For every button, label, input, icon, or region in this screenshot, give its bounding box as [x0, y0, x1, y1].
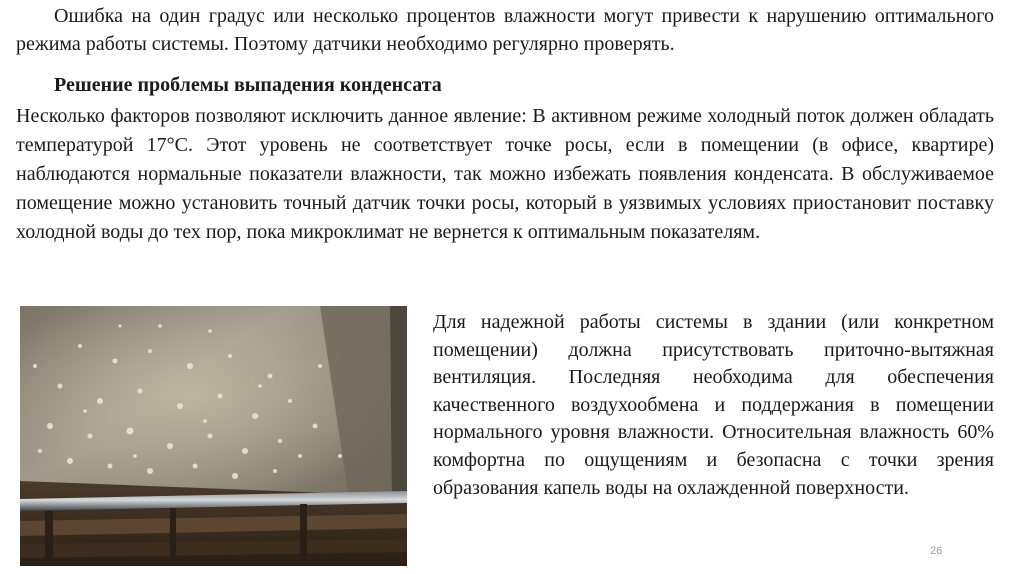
side-paragraph: Для надежной работы системы в здании (или конкретном помещении) должна присутствовать приточно-вытяжная вентиляция. Последняя необходима для обеспечения качественного воздухообмена и поддержания в помещении нормального уровня влажности. Относительная влажность 60% комфортна по ощущениям и безопасна с точки зрения образования капель воды на охлажденной поверхности.: [433, 311, 994, 499]
slide-number: 26: [930, 545, 943, 557]
condensation-photo: [20, 306, 407, 566]
intro-paragraph: Ошибка на один градус или несколько процентов влажности могут привести к нарушению оптимального режима работы системы. Поэтому датчики необходимо регулярно проверять.: [16, 5, 994, 55]
section-heading: Решение проблемы выпадения конденсата: [54, 74, 442, 96]
main-paragraph: Несколько факторов позволяют исключить данное явление: В активном режиме холодный поток должен обладать температурой 17°С. Этот уровень не соответствует точке росы, если в помещении (в офисе, квартире) наблюдаются нормальные показатели влажности, так можно избежать появления конденсата. В обслуживаемое помещение можно установить точный датчик точки росы, который в уязвимых условиях приостановит поставку холодной воды до тех пор, пока микроклимат не вернется к оптимальным показателям.: [16, 105, 994, 243]
